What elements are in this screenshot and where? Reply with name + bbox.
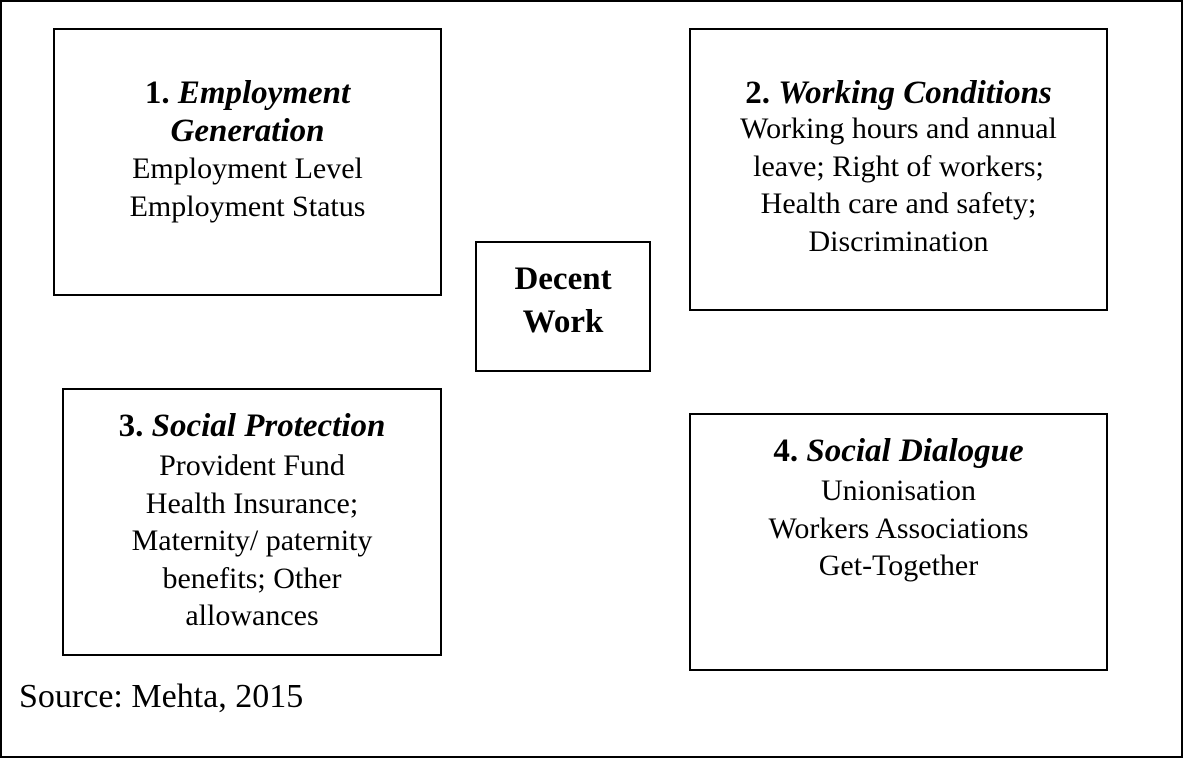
box-title-text: Social Protection [151, 408, 386, 444]
box-social-dialogue [689, 413, 1108, 671]
box-line: Employment Status [129, 189, 366, 223]
box-content [691, 110, 1106, 260]
box-title-text: Social Dialogue [806, 433, 1024, 469]
box-line: Workers Associations [768, 511, 1029, 545]
decent-work-center-box [475, 241, 651, 372]
box-number: 4. [773, 433, 799, 469]
box-line: Get-Together [818, 549, 979, 582]
box-line: Health Insurance; [145, 486, 359, 520]
box-title [55, 74, 440, 112]
box-content [55, 150, 440, 225]
box-number: 1. [144, 75, 170, 111]
box-line: benefits; Other [162, 561, 342, 595]
box-title [691, 74, 1106, 112]
box-content [64, 447, 440, 635]
box-employment-generation [53, 28, 442, 296]
box-title-line2 [55, 112, 440, 150]
box-line: Discrimination [808, 224, 989, 258]
source-caption: Source: Mehta, 2015 [19, 678, 304, 715]
center-line: Work [522, 304, 604, 340]
box-title-text: Working Conditions [778, 75, 1052, 111]
box-line: Working hours and annual [740, 112, 1057, 145]
box-title [64, 407, 440, 445]
center-line: Decent [514, 261, 612, 297]
box-line: leave; Right of workers; [753, 149, 1044, 183]
box-line: allowances [185, 599, 319, 632]
box-title-text: Employment [177, 75, 351, 111]
box-number: 3. [118, 408, 144, 444]
box-line: Health care and safety; [760, 187, 1037, 220]
box-line: Maternity/ paternity [131, 524, 373, 557]
box-title [691, 432, 1106, 470]
box-content [691, 472, 1106, 585]
box-social-protection [62, 388, 442, 656]
box-line: Employment Level [132, 152, 363, 185]
box-title-text: Generation [170, 113, 325, 149]
box-line: Provident Fund [159, 449, 345, 482]
box-line: Unionisation [821, 474, 976, 507]
box-number: 2. [745, 75, 770, 111]
box-working-conditions [689, 28, 1108, 311]
